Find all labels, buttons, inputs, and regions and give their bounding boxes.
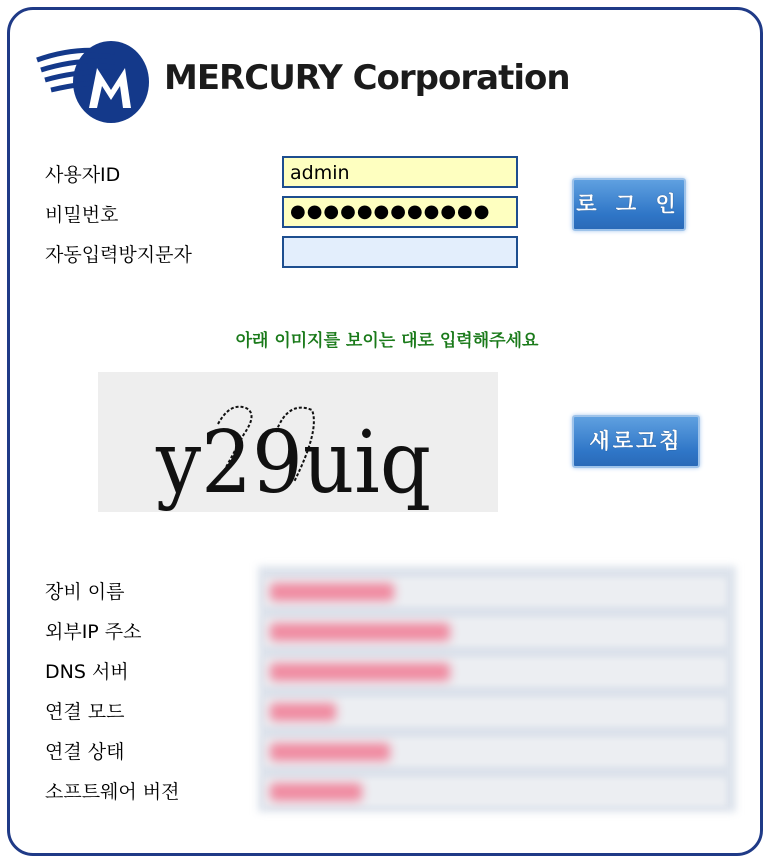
dns-server-redaction [270,663,450,681]
brand-title: MERCURY Corporation [164,58,570,98]
connection-mode-redaction [270,703,336,721]
password-input[interactable]: ●●●●●●●●●●●● [282,196,518,228]
mercury-logo-icon [35,38,153,126]
dns-server-label: DNS 서버 [45,661,129,683]
userid-input[interactable]: admin [282,156,518,188]
external-ip-label: 외부IP 주소 [45,621,142,643]
captcha-image [98,372,498,512]
software-version-label: 소프트웨어 버젼 [45,781,180,803]
device-name-redaction [270,583,394,601]
external-ip-redaction [270,623,450,641]
login-button[interactable]: 로 그 인 [572,178,686,231]
password-label: 비밀번호 [45,204,119,226]
software-version-redaction [270,783,362,801]
captcha-input-label: 자동입력방지문자 [45,244,192,266]
connection-status-redaction [270,743,390,761]
captcha-text: y29uiq [155,413,431,512]
captcha-input[interactable] [282,236,518,268]
connection-mode-label: 연결 모드 [45,701,125,723]
userid-label: 사용자ID [45,164,121,186]
captcha-refresh-button[interactable]: 새로고침 [572,415,700,468]
connection-status-label: 연결 상태 [45,741,125,763]
device-name-label: 장비 이름 [45,581,125,603]
captcha-instruction: 아래 이미지를 보이는 대로 입력해주세요 [235,331,539,351]
